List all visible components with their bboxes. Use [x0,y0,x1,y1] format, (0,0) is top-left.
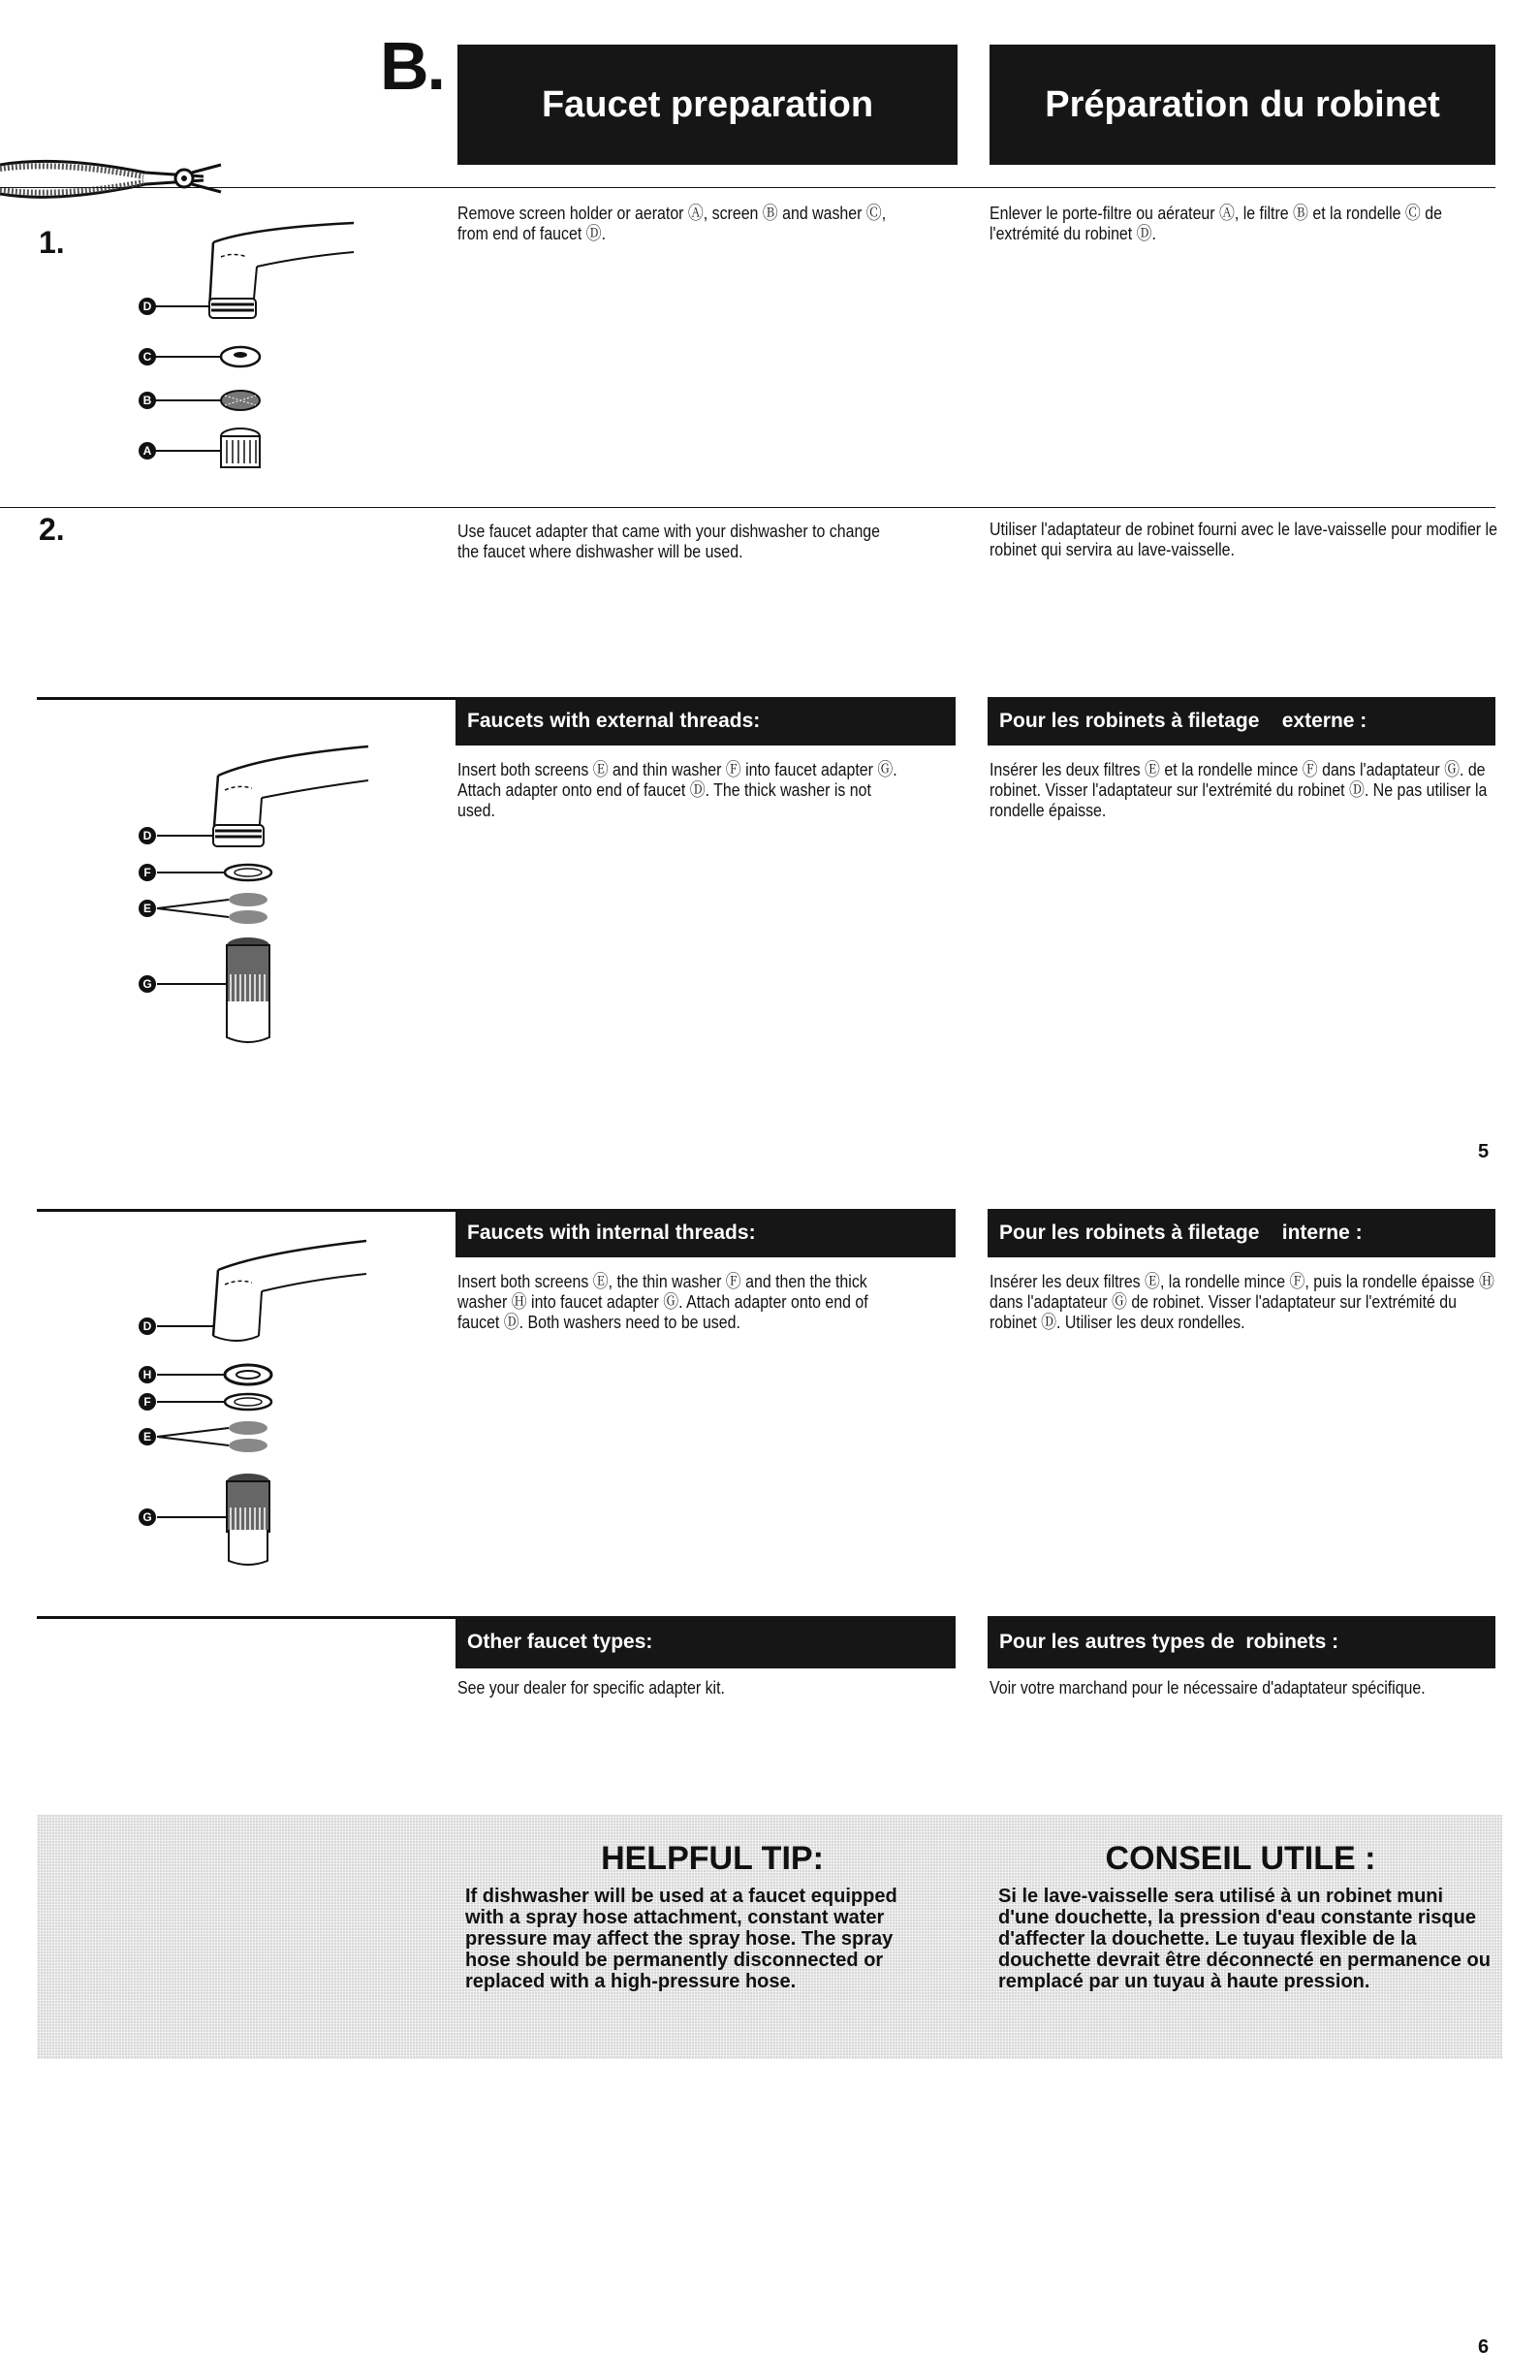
page-title-en: Faucet preparation [541,83,874,125]
other-text-en: See your dealer for specific adapter kit. [457,1677,725,1698]
tip-title-fr: CONSEIL UTILE : [1105,1840,1376,1877]
tip-text-fr: Si le lave-vaisselle sera utilisé à un robinet muni d'une douchette, la pression d'eau constante risque d'affecter la douchette. Le tuyau flexible de la douchette devrait être déconnecté en permanence ou remplacé par un tuyau à haute pression. [998,1886,1491,1992]
label-d: D [142,1319,152,1333]
step-number-1: 1. [39,225,65,260]
label-g: G [142,1510,152,1524]
other-heading-fr: Pour les autres types de robinets : [999,1631,1339,1653]
step-1-text-en: Remove screen holder or aerator Ⓐ, screen Ⓑ and washer Ⓒ, from end of faucet Ⓓ. [457,203,887,243]
page-number-6: 6 [1478,2336,1490,2358]
label-h: H [142,1368,152,1381]
external-heading-fr-bar [988,697,1495,746]
page-number-5: 5 [1478,1141,1490,1162]
label-a: A [142,444,152,458]
internal-text-fr: Insérer les deux filtres Ⓔ, la rondelle mince Ⓕ, puis la rondelle épaisse Ⓗ dans l'adaptateur Ⓖ de robinet. Visser l'adaptateur sur l'extrémité du robinet Ⓓ. Utiliser les deux rondelles. [990,1271,1494,1332]
label-b: B [142,394,152,407]
title-bar-fr [990,45,1495,165]
rule-internal [37,1209,456,1212]
internal-text-en: Insert both screens Ⓔ, the thin washer Ⓕ and then the thick washer Ⓗ into faucet adapter Ⓖ. Attach adapter onto end of faucet Ⓓ. Both washers need to be used. [457,1271,868,1332]
label-e: E [142,1430,152,1444]
external-heading-en: Faucets with external threads: [467,710,761,732]
external-heading-en-bar [456,697,956,746]
rule-step-2 [0,507,1495,508]
step-number-2: 2. [39,512,65,547]
other-heading-en: Other faucet types: [467,1631,653,1653]
label-e: E [142,902,152,915]
external-threads-diagram [136,742,388,1062]
pliers-illustration [0,155,233,213]
step-2-text-en: Use faucet adapter that came with your dishwasher to change the faucet where dishwasher will be used. [457,521,881,561]
rule-other [37,1616,456,1619]
label-d: D [142,300,152,313]
rule-step-1 [0,187,1495,188]
external-text-en: Insert both screens Ⓔ and thin washer Ⓕ into faucet adapter Ⓖ. Attach adapter onto end of faucet Ⓓ. The thick washer is not used. [457,759,897,820]
tip-text-en: If dishwasher will be used at a faucet equipped with a spray hose attachment, constant water pressure may affect the spray hose. The spray hose should be permanently disconnected or replaced with a high-pressure hose. [465,1886,897,1992]
step-2-text-fr: Utiliser l'adaptateur de robinet fourni avec le lave-vaisselle pour modifier le robinet qui servira au lave-vaisselle. [990,519,1497,559]
label-c: C [142,350,152,364]
internal-heading-en: Faucets with internal threads: [467,1222,756,1244]
section-letter: B. [380,28,444,104]
other-heading-en-bar [456,1616,956,1668]
tip-title-en: HELPFUL TIP: [601,1840,824,1877]
step-1-diagram [136,213,388,475]
label-g: G [142,977,152,991]
step-1-text-fr: Enlever le porte-filtre ou aérateur Ⓐ, le filtre Ⓑ et la rondelle Ⓒ de l'extrémité du robinet Ⓓ. [990,203,1442,243]
internal-heading-en-bar [456,1209,956,1257]
internal-heading-fr: Pour les robinets à filetage interne : [999,1222,1363,1244]
label-d: D [142,829,152,842]
label-f: F [143,1395,151,1409]
other-text-fr: Voir votre marchand pour le nécessaire d'adaptateur spécifique. [990,1677,1426,1698]
internal-heading-fr-bar [988,1209,1495,1257]
title-bar-en [457,45,958,165]
label-f: F [143,866,151,879]
internal-threads-diagram [136,1231,388,1580]
page-title-fr: Préparation du robinet [1045,83,1440,125]
external-text-fr: Insérer les deux filtres Ⓔ et la rondelle mince Ⓕ dans l'adaptateur Ⓖ. de robinet. Visser l'adaptateur sur l'extrémité du robinet Ⓓ. Ne pas utiliser la rondelle épaisse. [990,759,1488,820]
other-heading-fr-bar [988,1616,1495,1668]
rule-external [37,697,456,700]
external-heading-fr: Pour les robinets à filetage externe : [999,710,1367,732]
